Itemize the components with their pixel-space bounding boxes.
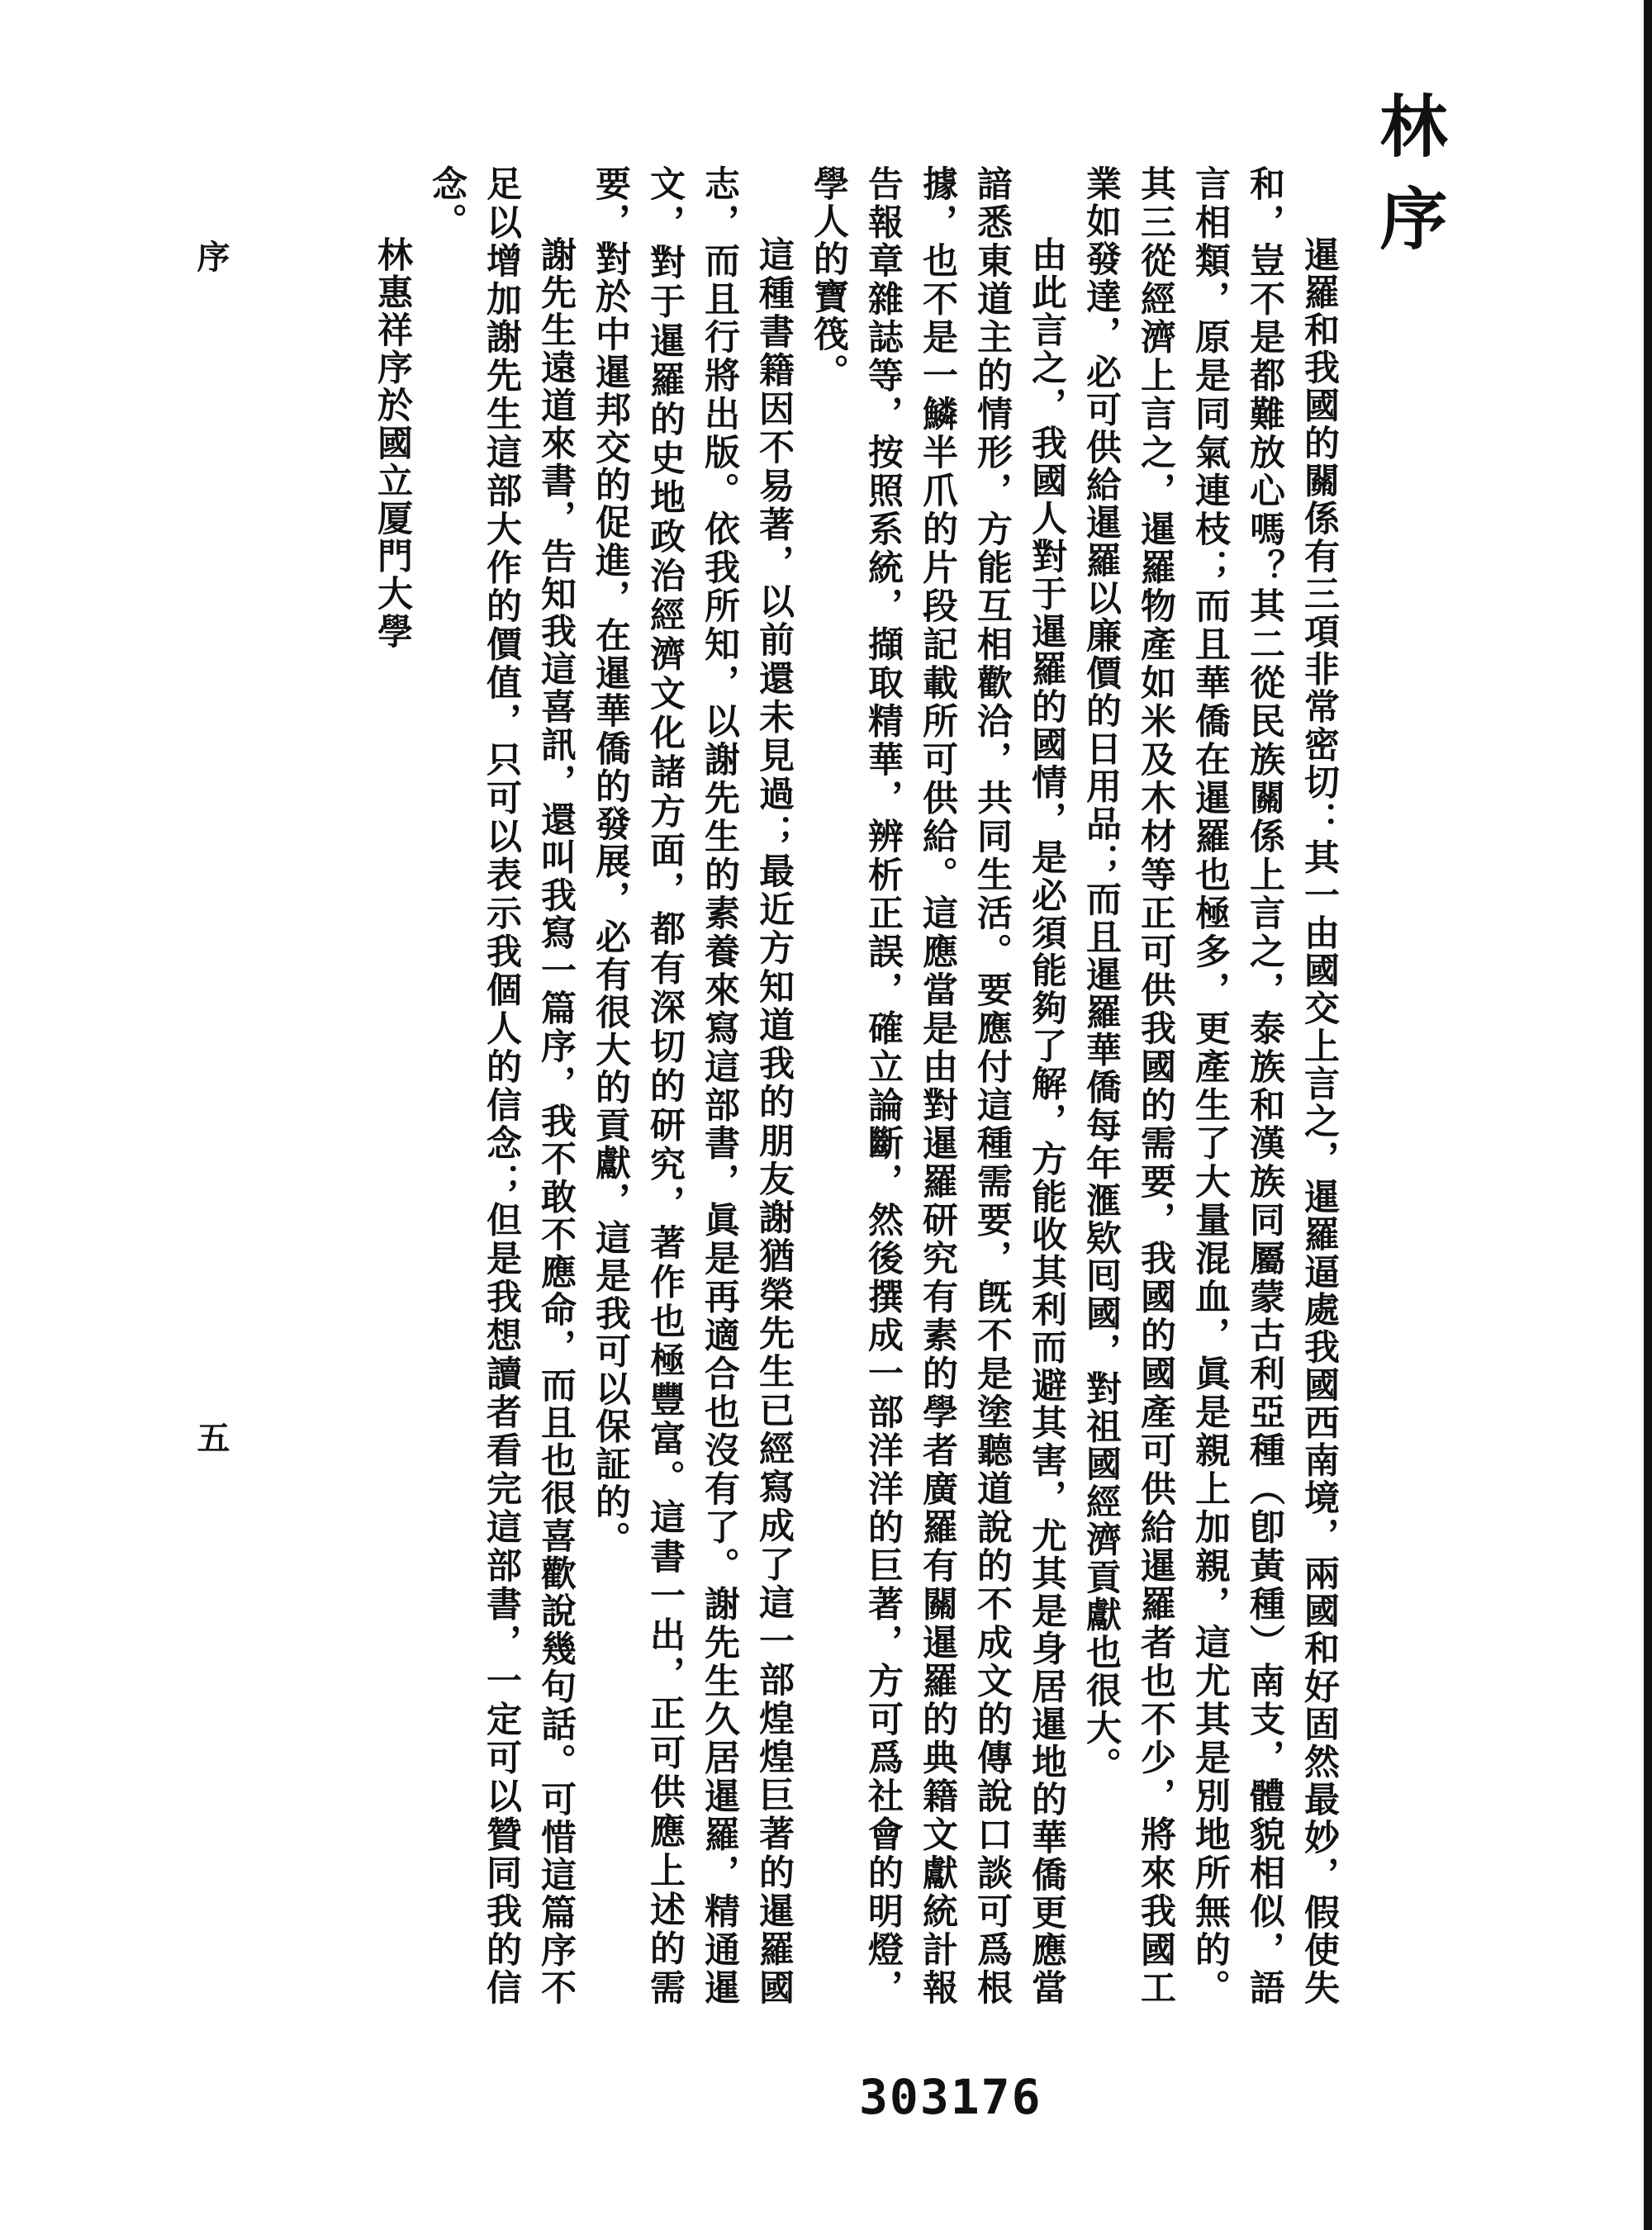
page-number: 五 — [192, 1421, 230, 1454]
scan-edge-border — [1644, 0, 1652, 2230]
paragraph-4: 謝先生遠道來書，告知我這喜訊，還叫我寫一篇序，我不敢不應命，而且也很喜歡說幾句話。可惜這篇序不足以增加謝先生這部大作的價值，只可以表示我個人的信念；但是我想讀者看完這部書，一定可以贊同我的信念。 — [426, 165, 577, 2007]
page-title: 林序 — [1369, 91, 1448, 276]
author-signature-line: 林惠祥序於國立厦門大學 — [372, 236, 413, 651]
paragraph-2: 由此言之，我國人對于暹羅的國情，是必須能夠了解，方能收其利而避其害，尤其是身居暹地的華僑更應當諳悉東道主的情形，方能互相歡洽，共同生活。要應付這種需要，旣不是塗聽道說的不成文的傳說口談可爲根據，也不是一鱗半爪的片段記載所可供給。這應當是由對暹羅研究有素的學者廣羅有關暹羅的典籍文獻統計報告報章雜誌等，按照系統，擷取精華，辨析正誤，確立論斷，然後撰成一部洋洋的巨著，方可爲社會的明燈，學人的寶筏。 — [808, 165, 1067, 2007]
serial-number-stamp: 303176 — [859, 2069, 1042, 2125]
preface-body — [372, 165, 1346, 2007]
paragraph-1: 暹羅和我國的關係有三項非常密切：其一由國交上言之，暹羅逼處我國西南境，兩國和好固然最妙，假使失和，豈不是都難放心嗎？其二從民族關係上言之，泰族和漢族同屬蒙古利亞種（卽黃種）南支，體貌相似，語言相類，原是同氣連枝；而且華僑在暹羅也極多，更產生了大量混血，眞是親上加親，這尤其是別地所無的。其三從經濟上言之，暹羅物產如米及木材等正可供我國的需要，我國的國產可供給暹羅者也不少，將來我國工業如發達，必可供給暹羅以廉價的日用品；而且暹羅華僑每年滙欵囘國，對祖國經濟貢獻也很大。 — [1080, 165, 1340, 2007]
running-head: 序 — [192, 240, 230, 273]
paragraph-3: 這種書籍因不易著，以前還未見過；最近方知道我的朋友謝猶榮先生已經寫成了這一部煌煌巨著的暹羅國志，而且行將出版。依我所知，以謝先生的素養來寫這部書，眞是再適合也沒有了。謝先生久居暹羅，精通暹文，對于暹羅的史地政治經濟文化諸方面，都有深切的研究，著作也極豐富。這書一出，正可供應上述的需要，對於中暹邦交的促進，在暹華僑的發展，必有很大的貢獻，這是我可以保証的。 — [590, 165, 795, 2007]
